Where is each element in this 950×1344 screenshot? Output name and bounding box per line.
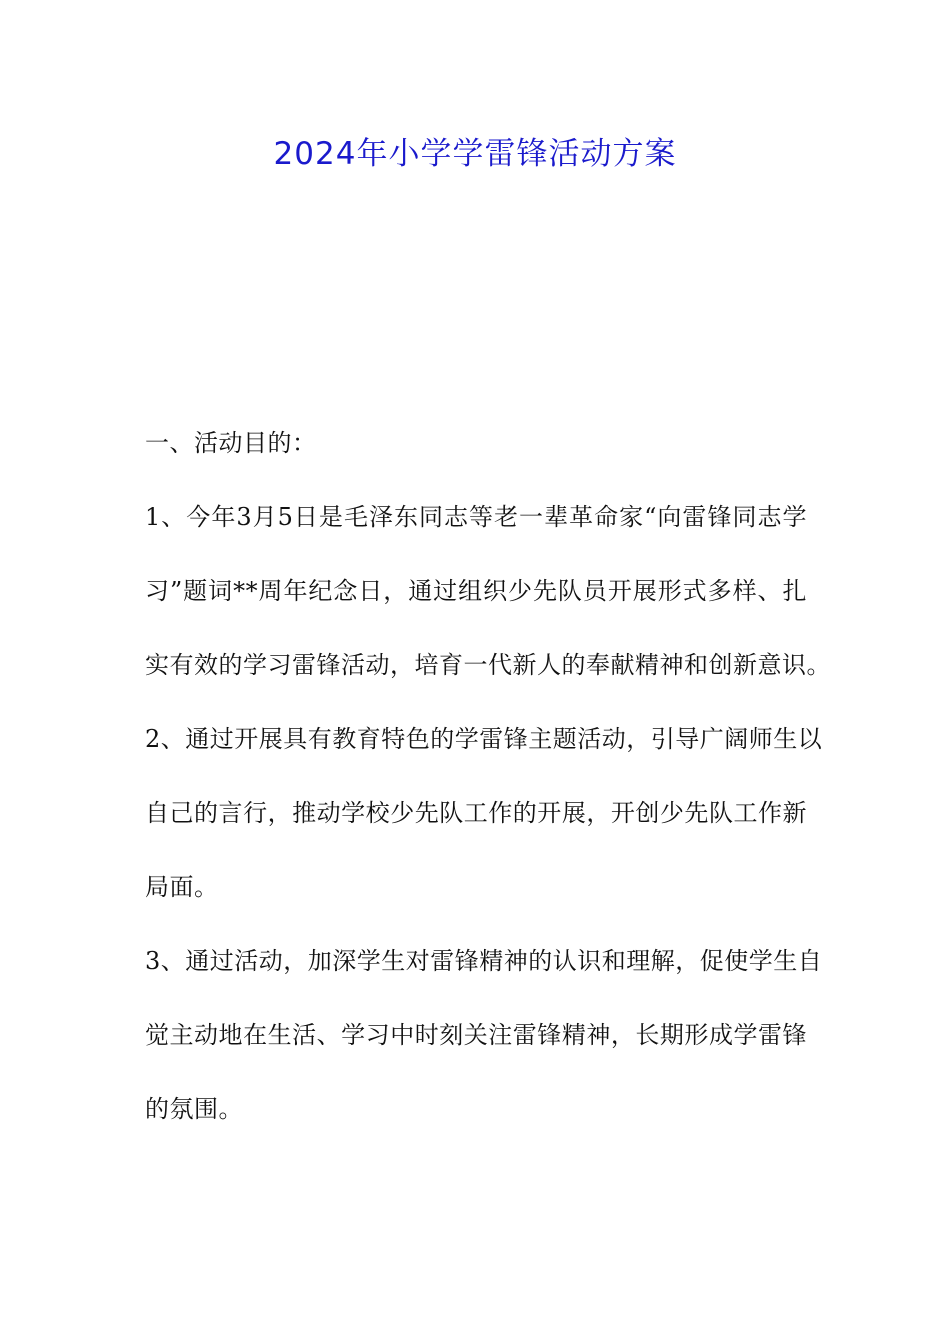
paragraph-line: 3、通过活动，加深学生对雷锋精神的认识和理解，促使学生自 (145, 947, 823, 975)
section-heading-purpose: 一、活动目的： (145, 429, 317, 457)
paragraph-line: 的氛围。 (145, 1095, 243, 1123)
paragraph-line: 实有效的学习雷锋活动，培育一代新人的奉献精神和创新意识。 (145, 651, 831, 679)
paragraph-line: 觉主动地在生活、学习中时刻关注雷锋精神，长期形成学雷锋 (145, 1021, 807, 1049)
document-body (145, 415, 831, 1155)
paragraph-line: 习”题词**周年纪念日，通过组织少先队员开展形式多样、扎 (145, 577, 807, 605)
paragraph-line: 1、今年3月5日是毛泽东同志等老一辈革命家“向雷锋同志学 (145, 503, 807, 531)
document-title: 2024年小学学雷锋活动方案 (273, 136, 677, 172)
paragraph-line: 局面。 (145, 873, 219, 901)
paragraph-line: 自己的言行，推动学校少先队工作的开展，开创少先队工作新 (145, 799, 807, 827)
paragraph-line: 2、通过开展具有教育特色的学雷锋主题活动，引导广阔师生以 (145, 725, 823, 753)
